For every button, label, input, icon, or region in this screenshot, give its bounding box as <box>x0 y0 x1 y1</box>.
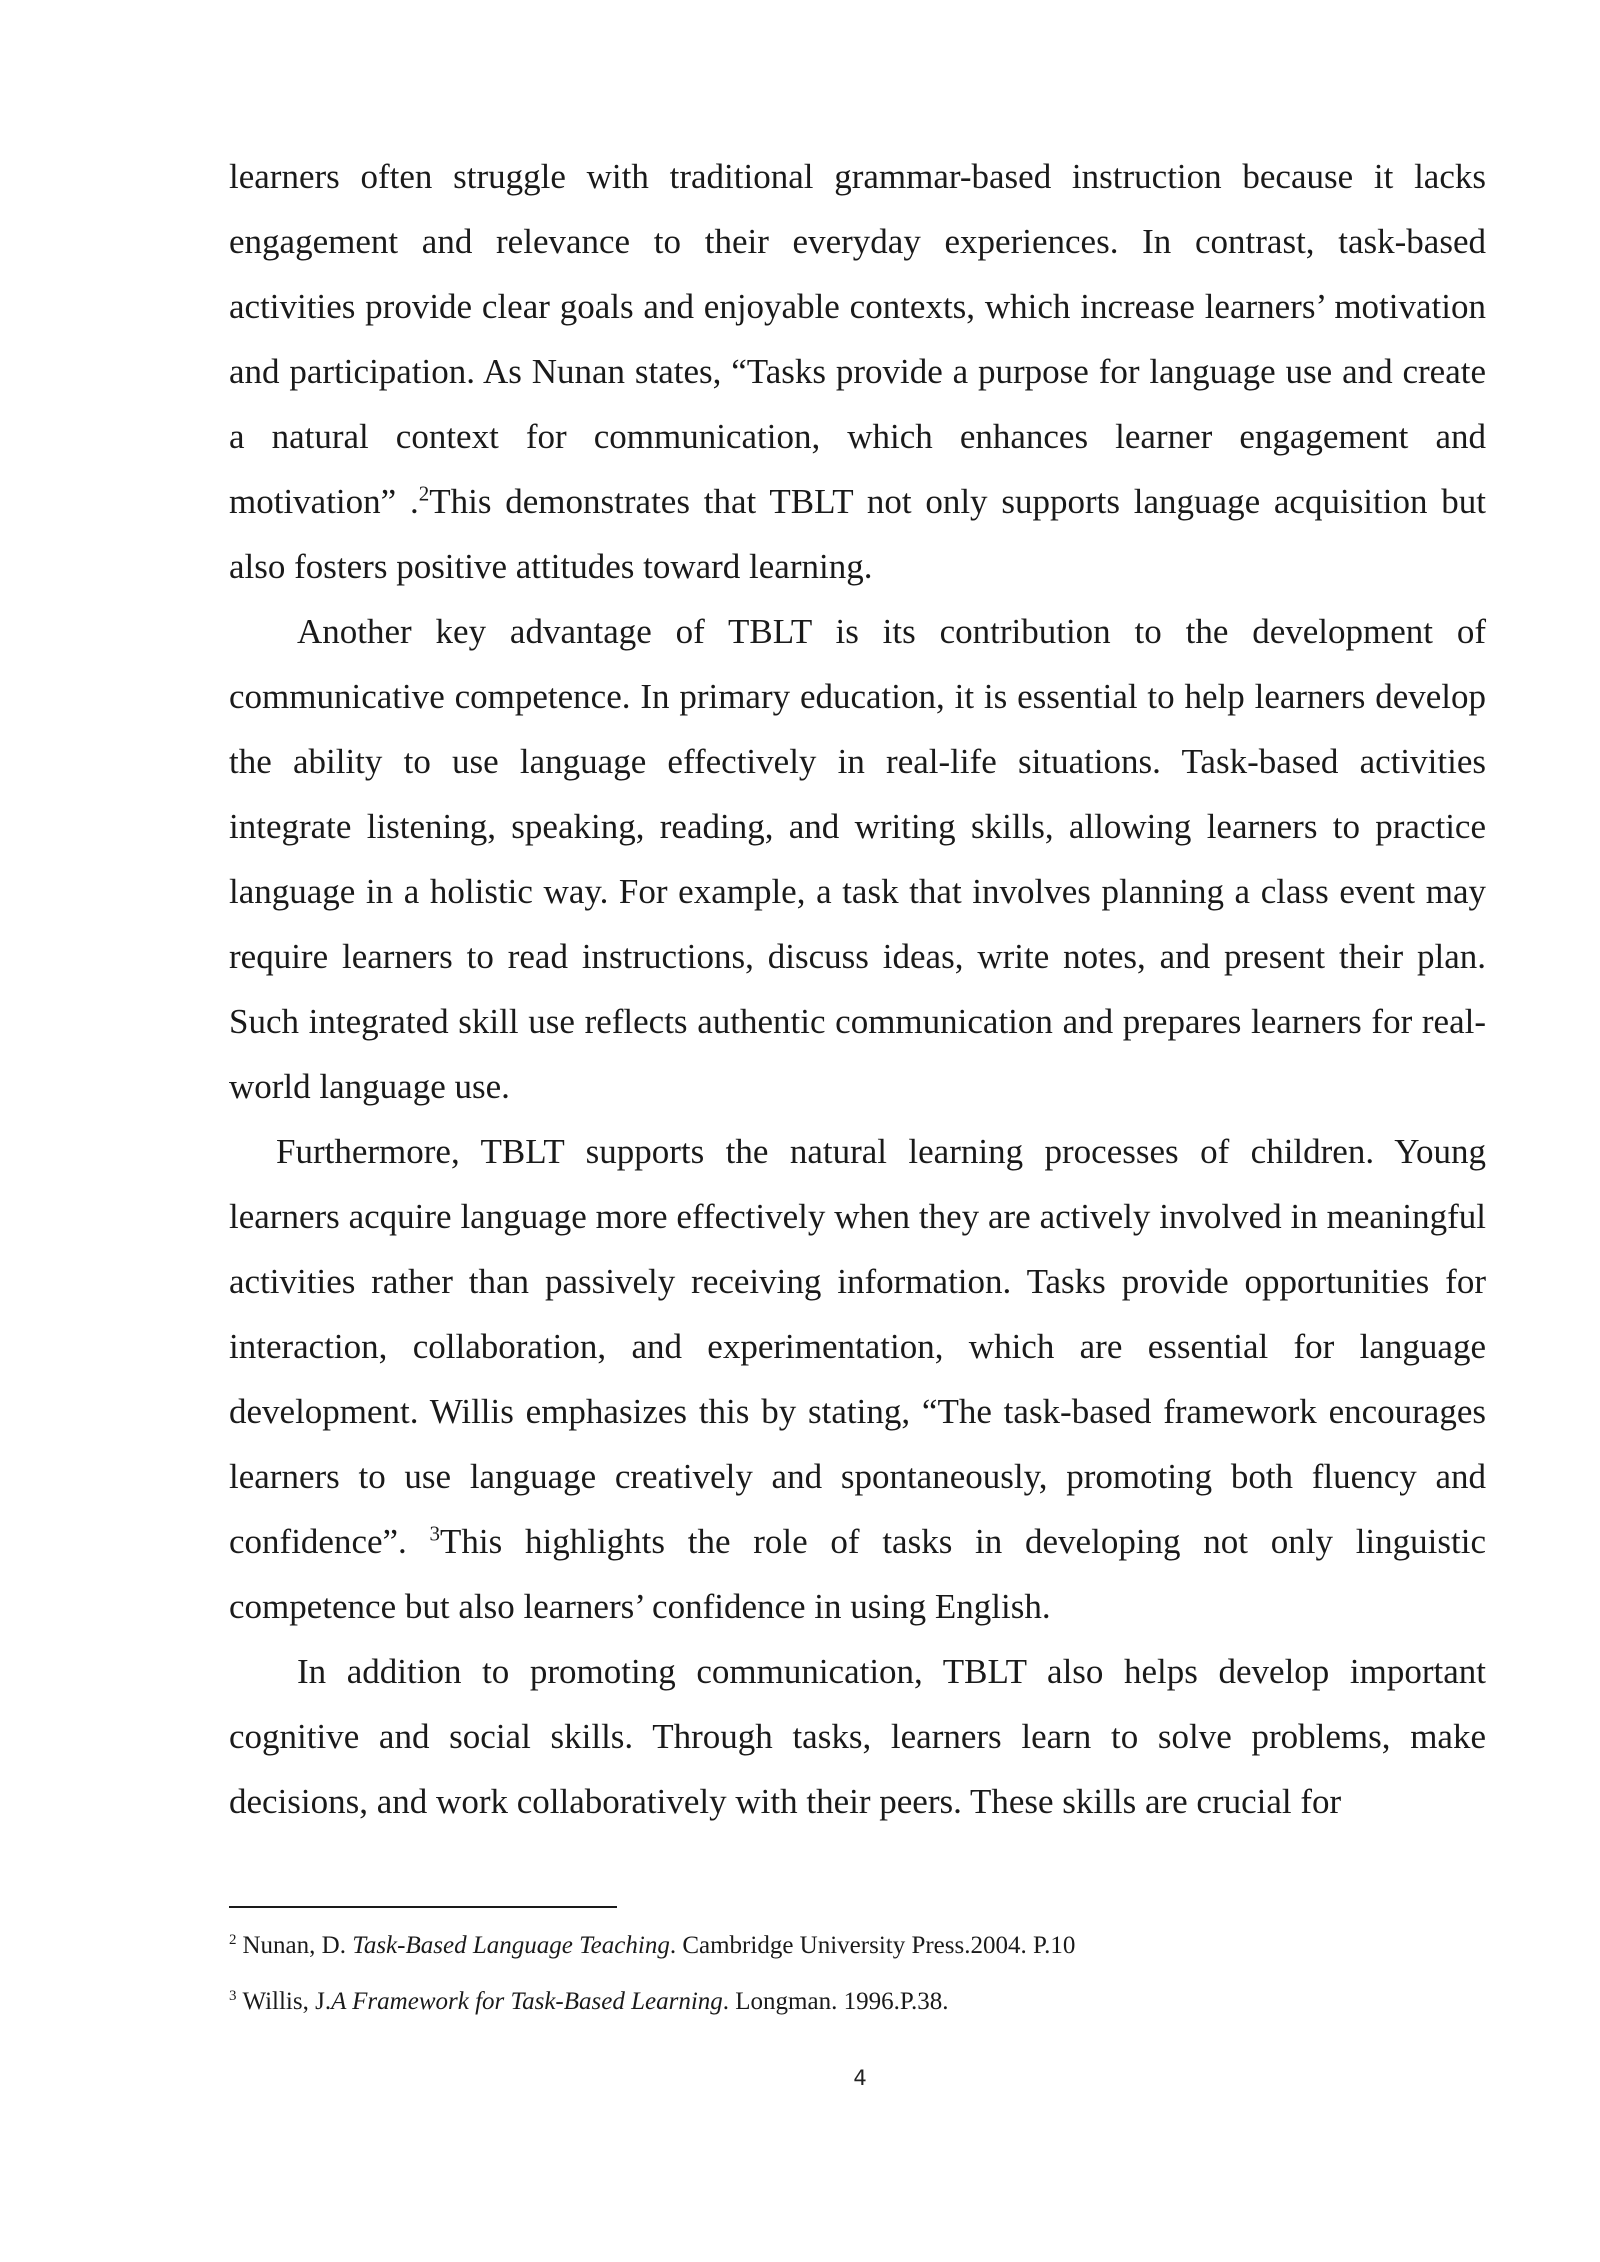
paragraph-4: In addition to promoting communication, TBLT also helps develop important cognitive and social skills. Through tasks, learners learn to solve problems, make decisions, and work collaboratively with their peers. These skills are crucial for <box>229 1652 1486 1821</box>
footnotes <box>229 1918 1486 2030</box>
footnote-publication: . Longman. 1996.P.38. <box>722 1988 949 2015</box>
paragraph-3 <box>229 1119 1486 1639</box>
footnote-publication: . Cambridge University Press.2004. P.10 <box>669 1932 1076 1959</box>
footnote-mark: 2 <box>229 1931 237 1948</box>
paragraph-3-text: Furthermore, TBLT supports the natural learning processes of children. Young learners acquire language more effectively when they are actively involved in meaningful activities rather than passively receiving information. Tasks provide opportunities for interaction, collaboration, and experimentation, which are essential for language development. Willis emphasizes this by stating, “The task-based framework encourages learners to use language creatively and spontaneously, promoting both fluency and confidence”. <box>229 1132 1486 1561</box>
footnote-separator <box>229 1906 617 1908</box>
footnote-reference-2: 2 <box>418 481 430 506</box>
footnote-title: Task-Based Language Teaching <box>352 1932 670 1959</box>
paragraph-1 <box>229 144 1486 599</box>
body-text <box>229 144 1486 1834</box>
footnote-title: A Framework for Task-Based Learning <box>331 1988 723 2015</box>
paragraph-3-text-continued: This highlights the role of tasks in developing not only linguistic competence but also learners’ confidence in using English. <box>229 1522 1486 1626</box>
footnote-author: Willis, J. <box>242 1988 332 2015</box>
footnote-reference-3: 3 <box>429 1521 441 1546</box>
footnote-2 <box>229 1918 1486 1974</box>
page-number: 4 <box>853 2066 867 2090</box>
footnote-author: Nunan, D. <box>242 1932 353 1959</box>
paragraph-2: Another key advantage of TBLT is its contribution to the development of communicative competence. In primary education, it is essential to help learners develop the ability to use language effectively in real-life situations. Task-based activities integrate listening, speaking, reading, and writing skills, allowing learners to practice language in a holistic way. For example, a task that involves planning a class event may require learners to read instructions, discuss ideas, write notes, and present their plan. Such integrated skill use reflects authentic communication and prepares learners for real-world language use. <box>229 612 1486 1106</box>
paragraph-1-text-continued: This demonstrates that TBLT not only supports language acquisition but also fosters positive attitudes toward learning. <box>229 482 1487 586</box>
paragraph-1-text: learners often struggle with traditional grammar-based instruction because it lacks engagement and relevance to their everyday experiences. In contrast, task-based activities provide clear goals and enjoyable contexts, which increase learners’ motivation and participation. As Nunan states, “Tasks provide a purpose for language use and create a natural context for communication, which enhances learner engagement and motivation” . <box>229 157 1486 521</box>
footnote-3 <box>229 1974 1486 2030</box>
footnote-mark: 3 <box>229 1987 237 2004</box>
